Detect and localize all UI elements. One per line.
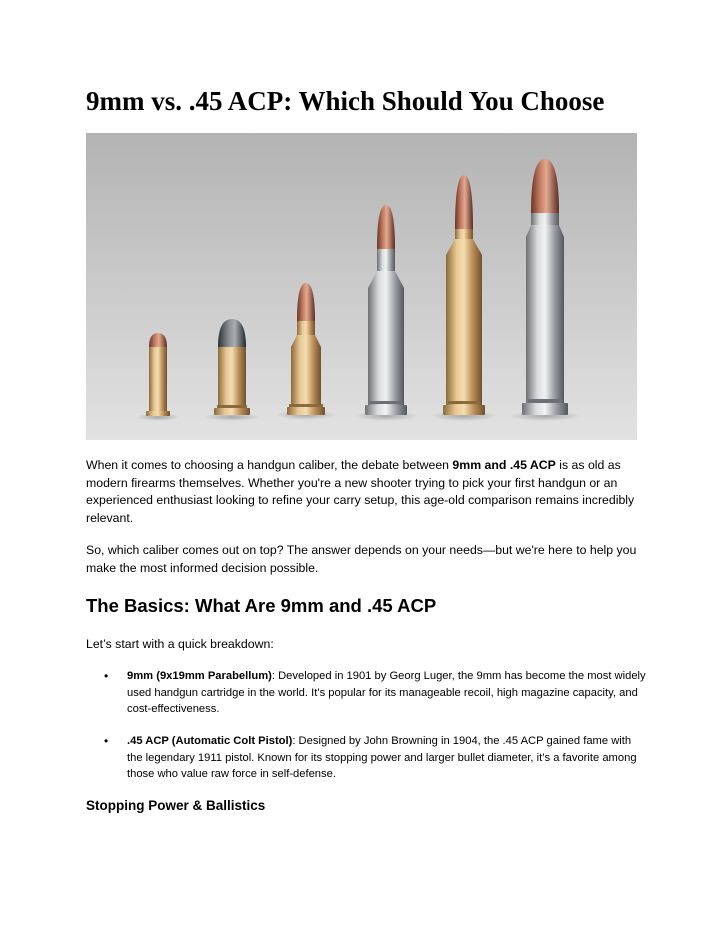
- intro-text-before: When it comes to choosing a handgun caliber, the debate between: [86, 458, 453, 472]
- section-heading: The Basics: What Are 9mm and .45 ACP: [86, 595, 437, 616]
- list-item-term: 9mm (9x19mm Parabellum): [127, 670, 272, 682]
- bullet-icon: •: [104, 669, 109, 683]
- intro-text-after: is as old as modern firearms themselves. Whether you're a new shooter trying to pick your first handgun or an experienced enthusiast looking to refine your carry setup, this age-old comparison remains incredibly relevant.: [86, 458, 635, 525]
- subheading: Stopping Power & Ballistics: [86, 798, 266, 813]
- list-item-text: : Designed by John Browning in 1904, the .45 ACP gained fame with the legendary 1911 pistol. Known for its stopping power and larger bullet diameter, it’s a favorite among those who value raw force in self-defense.: [127, 735, 637, 780]
- summary-paragraph: So, which caliber comes out on top? The answer depends on your needs—but we're here to help you make the most informed decision possible.: [86, 543, 637, 575]
- article-title: 9mm vs. .45 ACP: Which Should You Choose: [86, 86, 605, 116]
- list-item-term: .45 ACP (Automatic Colt Pistol): [127, 735, 293, 747]
- caliber-list-2: [86, 733, 646, 783]
- caliber-list: [86, 668, 646, 718]
- cartridge-1: [146, 333, 170, 416]
- intro-paragraph: [86, 457, 646, 527]
- intro-bold-text: 9mm and .45 ACP: [452, 458, 556, 472]
- list-item: [86, 733, 646, 783]
- breakdown-intro: Let’s start with a quick breakdown:: [86, 637, 274, 651]
- cartridge-2: [214, 319, 250, 415]
- bullet-icon: •: [104, 734, 109, 748]
- list-item: [86, 668, 646, 718]
- list-item-text: : Developed in 1901 by Georg Luger, the 9mm has become the most widely used handgun cartridge in the world. It’s popular for its manageable recoil, high magazine capacity, and cost-effectiveness.: [127, 670, 646, 715]
- ammunition-hero-image: [86, 133, 637, 440]
